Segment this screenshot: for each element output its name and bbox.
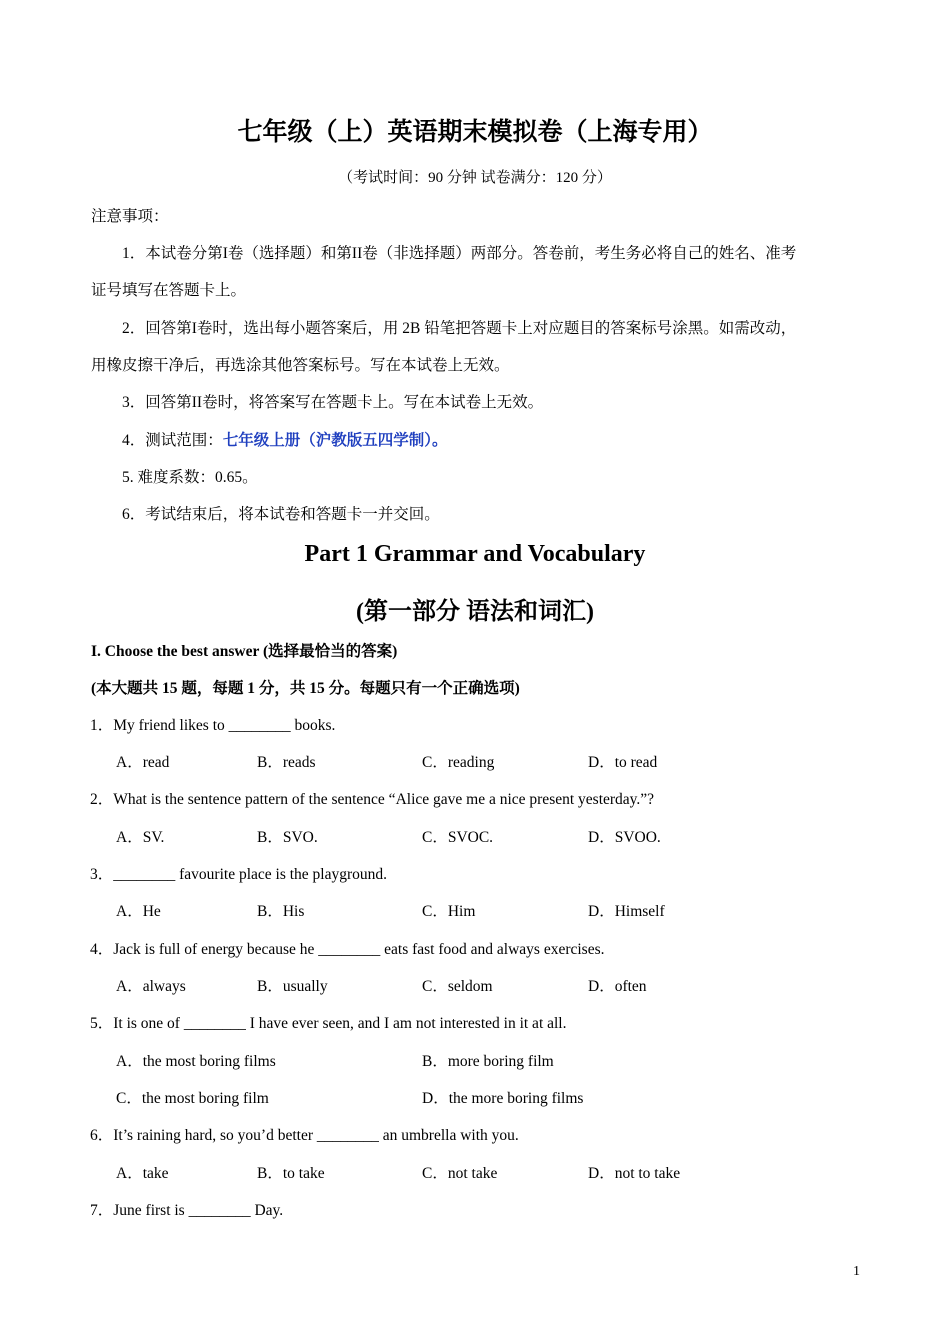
exam-info: （考试时间：90 分钟 试卷满分：120 分） [338,170,612,186]
notice-item-3: 3．回答第II卷时，将答案写在答题卡上。写在本试卷上无效。 [122,394,544,411]
option: B．SVO. [257,829,318,846]
option: D．to read [588,754,658,771]
notice-heading: 注意事项： [91,208,169,225]
section-instructions: (本大题共 15 题，每题 1 分，共 15 分。每题只有一个正确选项) [91,680,520,697]
notice-item-1-cont: 证号填写在答题卡上。 [91,282,247,299]
notice-item-2-cont: 用橡皮擦干净后，再选涂其他答案标号。写在本试卷上无效。 [91,357,510,374]
page-title: 七年级（上）英语期末模拟卷（上海专用） [237,117,713,146]
option: B．reads [257,754,316,771]
question-stem: 5．It is one of ________ I have ever seen, and I am not interested in it at all. [90,1015,567,1032]
option: D．often [588,978,647,995]
part-heading: Part 1 Grammar and Vocabulary [304,541,646,567]
option: D．the more boring films [422,1090,584,1107]
part-heading-cn: (第一部分 语法和词汇) [356,599,594,625]
option: C．reading [422,754,495,771]
option: B．more boring film [422,1053,554,1070]
option: B．usually [257,978,328,995]
notice-item-1: 1．本试卷分第I卷（选择题）和第II卷（非选择题）两部分。答卷前，考生务必将自己的姓名、准考 [122,245,797,262]
notice-item-5: 5. 难度系数：0.65。 [122,469,258,486]
option: C．not take [422,1165,498,1182]
option: A．always [116,978,186,995]
option: A．the most boring films [116,1053,276,1070]
question-stem: 6．It’s raining hard, so you’d better ________ an umbrella with you. [90,1127,519,1144]
option: A．SV. [116,829,165,846]
page-number: 1 [853,1264,860,1279]
option: A．read [116,754,170,771]
question-stem: 3．________ favourite place is the playground. [90,866,388,883]
option: B．His [257,903,305,920]
notice-item-4-prefix: 4．测试范围： [122,432,223,449]
option: C．SVOC. [422,829,494,846]
option: A．take [116,1165,169,1182]
test-scope: 七年级上册（沪教版五四学制） [222,432,433,449]
question-stem: 2．What is the sentence pattern of the sentence “Alice gave me a nice present yesterday.”? [90,791,655,808]
notice-item-4-suffix: 。 [432,432,448,449]
question-stem: 1．My friend likes to ________ books. [90,717,336,734]
option: D．not to take [588,1165,681,1182]
notice-item-4 [122,428,448,450]
option: C．Him [422,903,476,920]
option: B．to take [257,1165,325,1182]
option: C．seldom [422,978,493,995]
question-stem: 7．June first is ________ Day. [90,1202,284,1219]
option: A．He [116,903,161,920]
question-stem: 4．Jack is full of energy because he ________ eats fast food and always exercises. [90,941,605,958]
option: C．the most boring film [116,1090,269,1107]
option: D．SVOO. [588,829,661,846]
notice-item-6: 6．考试结束后，将本试卷和答题卡一并交回。 [122,506,440,523]
section-heading: I. Choose the best answer (选择最恰当的答案) [91,643,398,660]
notice-item-2: 2．回答第I卷时，选出每小题答案后，用 2B 铅笔把答题卡上对应题目的答案标号涂黑。如需改动， [122,320,797,337]
option: D．Himself [588,903,665,920]
